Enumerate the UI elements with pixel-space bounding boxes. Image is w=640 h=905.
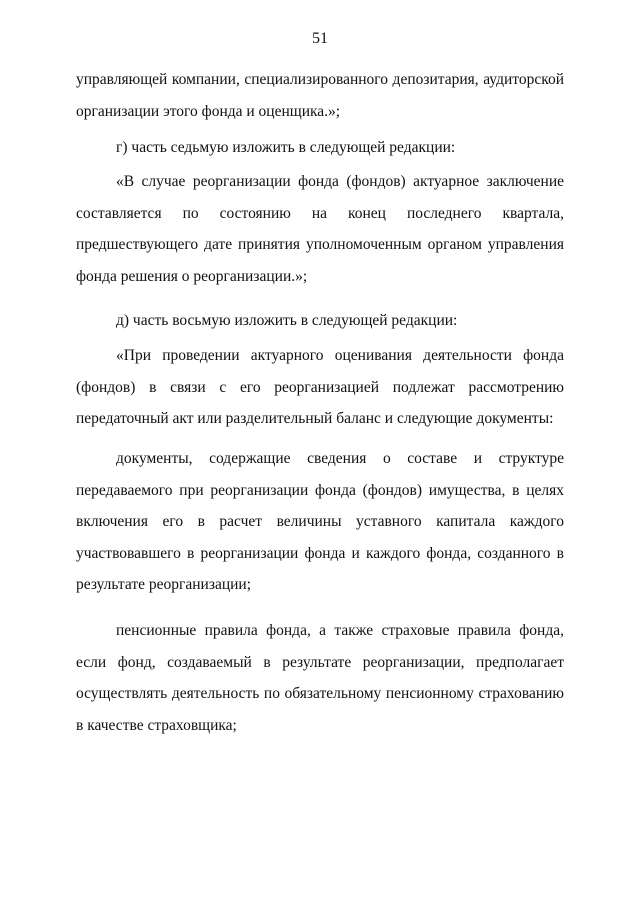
paragraph-item-g: г) часть седьмую изложить в следующей редакции: [116, 139, 456, 156]
paragraph-item-d: д) часть восьмую изложить в следующей редакции: [116, 312, 458, 329]
paragraph-quote-reorganization: «В случае реорганизации фонда (фондов) актуарное заключение составляется по состоянию на конец последнего квартала, предшествующего дате принятия уполномоченным органом управления фонда решения о реорганизации.»; [76, 173, 564, 285]
paragraph-pension-rules: пенсионные правила фонда, а также страховые правила фонда, если фонд, создаваемый в результате реорганизации, предполагает осуществлять деятельность по обязательному пенсионному страхованию в качестве страховщика; [76, 622, 564, 734]
paragraph-quote-actuarial: «При проведении актуарного оценивания деятельности фонда (фондов) в связи с его реорганизацией подлежат рассмотрению передаточный акт или разделительный баланс и следующие документы: [76, 347, 564, 427]
paragraph-continuation: управляющей компании, специализированного депозитария, аудиторской организации этого фонда и оценщика.»; [76, 71, 564, 120]
paragraph-documents: документы, содержащие сведения о составе и структуре передаваемого при реорганизации фонда (фондов) имущества, в целях включения его в расчет величины уставного капитала каждого участвовавшего в реорганизации фонда и каждого фонда, созданного в результате реорганизации; [76, 450, 564, 593]
page-number: 51 [312, 30, 328, 47]
